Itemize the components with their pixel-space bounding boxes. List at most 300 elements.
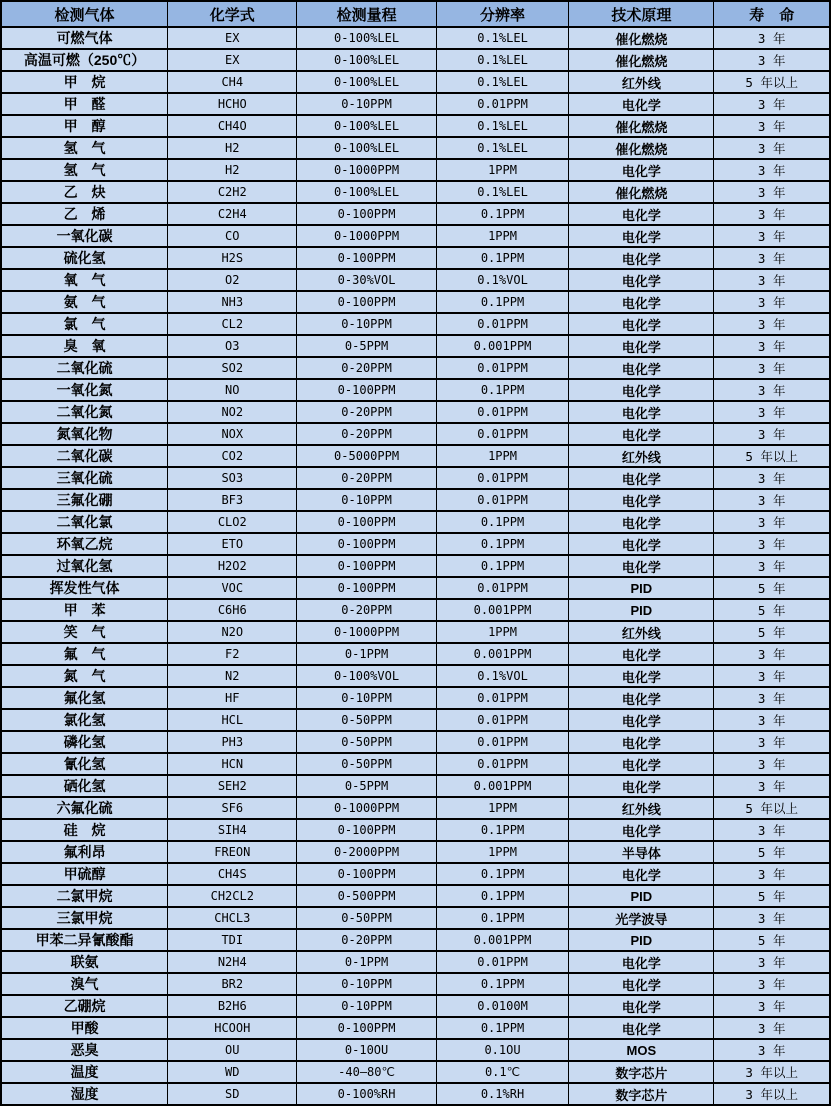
cell-principle: 电化学 [569,753,714,775]
cell-gas: 甲 烷 [1,71,168,93]
table-row [1,489,830,511]
cell-formula: N2 [168,665,297,687]
cell-formula: B2H6 [168,995,297,1017]
column-header-formula: 化学式 [168,1,297,27]
table-row [1,49,830,71]
cell-formula: SIH4 [168,819,297,841]
cell-resolution: 0.1%LEL [436,181,569,203]
cell-principle: 电化学 [569,819,714,841]
cell-gas: 乙硼烷 [1,995,168,1017]
cell-formula: FREON [168,841,297,863]
cell-resolution: 0.01PPM [436,489,569,511]
cell-gas: 氟 气 [1,643,168,665]
cell-formula: C2H4 [168,203,297,225]
cell-resolution: 0.01PPM [436,577,569,599]
cell-principle: 电化学 [569,731,714,753]
cell-range: 0-100%LEL [297,71,436,93]
cell-lifetime: 3 年 [714,115,830,137]
cell-range: 0-20PPM [297,929,436,951]
cell-formula: HCHO [168,93,297,115]
cell-principle: 电化学 [569,951,714,973]
cell-principle: 光学波导 [569,907,714,929]
cell-principle: 电化学 [569,687,714,709]
table-row [1,621,830,643]
cell-resolution: 0.1%LEL [436,137,569,159]
cell-resolution: 0.1PPM [436,379,569,401]
cell-lifetime: 3 年 [714,181,830,203]
table-body [1,27,830,1105]
cell-range: 0-100PPM [297,1017,436,1039]
cell-resolution: 0.1%RH [436,1083,569,1105]
cell-resolution: 0.1PPM [436,863,569,885]
cell-formula: O3 [168,335,297,357]
cell-gas: 硒化氢 [1,775,168,797]
table-row [1,533,830,555]
cell-formula: BF3 [168,489,297,511]
cell-range: 0-50PPM [297,731,436,753]
cell-resolution: 0.1%VOL [436,269,569,291]
cell-formula: PH3 [168,731,297,753]
cell-gas: 甲苯二异氰酸酯 [1,929,168,951]
cell-gas: 三氧化硫 [1,467,168,489]
table-row [1,643,830,665]
cell-range: 0-100%LEL [297,181,436,203]
table-row [1,687,830,709]
cell-formula: H2 [168,159,297,181]
cell-resolution: 0.1%VOL [436,665,569,687]
table-row [1,555,830,577]
cell-formula: H2S [168,247,297,269]
cell-formula: CLO2 [168,511,297,533]
cell-range: 0-50PPM [297,753,436,775]
table-row [1,731,830,753]
cell-formula: CH4S [168,863,297,885]
table-row [1,71,830,93]
cell-lifetime: 3 年 [714,533,830,555]
cell-principle: 电化学 [569,863,714,885]
cell-lifetime: 5 年以上 [714,445,830,467]
table-row [1,1061,830,1083]
cell-resolution: 0.1%LEL [436,71,569,93]
cell-range: -40—80℃ [297,1061,436,1083]
cell-principle: 数字芯片 [569,1083,714,1105]
cell-lifetime: 3 年 [714,137,830,159]
cell-principle: 电化学 [569,423,714,445]
cell-resolution: 1PPM [436,159,569,181]
cell-gas: 氮氧化物 [1,423,168,445]
cell-gas: 氰化氢 [1,753,168,775]
cell-formula: OU [168,1039,297,1061]
cell-gas: 二氧化硫 [1,357,168,379]
cell-range: 0-1000PPM [297,797,436,819]
cell-principle: 电化学 [569,247,714,269]
cell-range: 0-100PPM [297,863,436,885]
cell-gas: 臭 氧 [1,335,168,357]
cell-gas: 氯化氢 [1,709,168,731]
cell-gas: 二氧化碳 [1,445,168,467]
table-row [1,247,830,269]
cell-principle: 电化学 [569,159,714,181]
cell-formula: O2 [168,269,297,291]
cell-lifetime: 3 年 [714,819,830,841]
cell-range: 0-100PPM [297,577,436,599]
cell-resolution: 0.001PPM [436,929,569,951]
cell-resolution: 0.1OU [436,1039,569,1061]
cell-principle: 催化燃烧 [569,27,714,49]
table-row [1,379,830,401]
cell-gas: 恶臭 [1,1039,168,1061]
cell-resolution: 0.1PPM [436,247,569,269]
table-row [1,291,830,313]
cell-gas: 高温可燃（250℃） [1,49,168,71]
cell-gas: 一氧化碳 [1,225,168,247]
cell-resolution: 0.001PPM [436,599,569,621]
cell-principle: 电化学 [569,995,714,1017]
cell-formula: NOX [168,423,297,445]
cell-range: 0-100%LEL [297,137,436,159]
cell-gas: 氟利昂 [1,841,168,863]
cell-principle: 电化学 [569,335,714,357]
cell-range: 0-100PPM [297,533,436,555]
header-row [1,1,830,27]
cell-lifetime: 5 年 [714,599,830,621]
cell-gas: 氢 气 [1,137,168,159]
cell-formula: CHCL3 [168,907,297,929]
cell-principle: 红外线 [569,797,714,819]
table-row [1,753,830,775]
cell-lifetime: 3 年 [714,753,830,775]
table-row [1,907,830,929]
cell-resolution: 0.1PPM [436,533,569,555]
table-row [1,1017,830,1039]
cell-lifetime: 3 年 [714,291,830,313]
cell-range: 0-100%LEL [297,49,436,71]
cell-principle: 电化学 [569,511,714,533]
cell-range: 0-50PPM [297,709,436,731]
column-header-range: 检测量程 [297,1,436,27]
cell-range: 0-2000PPM [297,841,436,863]
table-row [1,269,830,291]
cell-gas: 甲 苯 [1,599,168,621]
cell-resolution: 0.001PPM [436,775,569,797]
cell-principle: 电化学 [569,555,714,577]
cell-lifetime: 3 年 [714,401,830,423]
cell-range: 0-100PPM [297,379,436,401]
cell-resolution: 0.1PPM [436,973,569,995]
cell-principle: 电化学 [569,313,714,335]
cell-lifetime: 3 年 [714,269,830,291]
cell-lifetime: 3 年 [714,467,830,489]
cell-formula: NO2 [168,401,297,423]
table-row [1,995,830,1017]
cell-lifetime: 3 年 [714,203,830,225]
cell-range: 0-100PPM [297,819,436,841]
cell-gas: 二氧化氮 [1,401,168,423]
cell-lifetime: 3 年 [714,379,830,401]
table-row [1,929,830,951]
cell-principle: 电化学 [569,533,714,555]
cell-resolution: 0.01PPM [436,753,569,775]
cell-resolution: 1PPM [436,621,569,643]
cell-lifetime: 3 年 [714,511,830,533]
cell-lifetime: 3 年 [714,357,830,379]
cell-formula: C6H6 [168,599,297,621]
cell-range: 0-1PPM [297,643,436,665]
cell-principle: 电化学 [569,1017,714,1039]
cell-principle: 电化学 [569,489,714,511]
cell-lifetime: 5 年以上 [714,71,830,93]
cell-formula: H2 [168,137,297,159]
cell-principle: PID [569,885,714,907]
cell-principle: 电化学 [569,775,714,797]
cell-resolution: 0.01PPM [436,687,569,709]
cell-lifetime: 3 年 [714,1017,830,1039]
table-row [1,775,830,797]
cell-resolution: 0.01PPM [436,467,569,489]
cell-gas: 氧 气 [1,269,168,291]
cell-lifetime: 3 年 [714,709,830,731]
cell-lifetime: 3 年 [714,247,830,269]
cell-formula: HF [168,687,297,709]
table-row [1,599,830,621]
cell-formula: CH2CL2 [168,885,297,907]
cell-lifetime: 3 年 [714,665,830,687]
table-row [1,27,830,49]
cell-lifetime: 3 年 [714,863,830,885]
cell-gas: 二氧化氯 [1,511,168,533]
cell-resolution: 0.1PPM [436,819,569,841]
cell-lifetime: 3 年 [714,775,830,797]
table-row [1,225,830,247]
cell-range: 0-20PPM [297,401,436,423]
cell-gas: 三氯甲烷 [1,907,168,929]
column-header-lifetime: 寿 命 [714,1,830,27]
cell-lifetime: 3 年 [714,93,830,115]
cell-formula: SF6 [168,797,297,819]
cell-formula: SO2 [168,357,297,379]
cell-range: 0-100%RH [297,1083,436,1105]
table-row [1,577,830,599]
cell-range: 0-100PPM [297,203,436,225]
cell-principle: 电化学 [569,357,714,379]
cell-formula: ETO [168,533,297,555]
table-row [1,709,830,731]
cell-resolution: 0.1%LEL [436,49,569,71]
cell-resolution: 0.01PPM [436,401,569,423]
cell-principle: 电化学 [569,379,714,401]
cell-formula: N2H4 [168,951,297,973]
cell-lifetime: 5 年 [714,929,830,951]
cell-principle: MOS [569,1039,714,1061]
cell-resolution: 0.1PPM [436,1017,569,1039]
cell-principle: PID [569,577,714,599]
cell-resolution: 0.01PPM [436,731,569,753]
cell-gas: 磷化氢 [1,731,168,753]
cell-formula: N2O [168,621,297,643]
cell-lifetime: 3 年 [714,49,830,71]
cell-gas: 氮 气 [1,665,168,687]
cell-range: 0-10PPM [297,687,436,709]
table-row [1,181,830,203]
table-row [1,1039,830,1061]
cell-resolution: 0.01PPM [436,313,569,335]
cell-formula: SEH2 [168,775,297,797]
cell-lifetime: 5 年 [714,621,830,643]
table-row [1,511,830,533]
cell-principle: 红外线 [569,621,714,643]
cell-formula: F2 [168,643,297,665]
cell-range: 0-100%VOL [297,665,436,687]
table-row [1,841,830,863]
column-header-gas: 检测气体 [1,1,168,27]
cell-formula: NH3 [168,291,297,313]
table-row [1,797,830,819]
cell-formula: NO [168,379,297,401]
cell-resolution: 1PPM [436,841,569,863]
cell-lifetime: 3 年 [714,907,830,929]
cell-principle: 电化学 [569,225,714,247]
cell-principle: 催化燃烧 [569,115,714,137]
cell-range: 0-100%LEL [297,115,436,137]
cell-gas: 氯 气 [1,313,168,335]
cell-gas: 一氧化氮 [1,379,168,401]
table-row [1,203,830,225]
cell-range: 0-5PPM [297,335,436,357]
table-row [1,115,830,137]
cell-resolution: 0.001PPM [436,643,569,665]
cell-formula: EX [168,49,297,71]
cell-resolution: 0.01PPM [436,423,569,445]
table-row [1,665,830,687]
cell-range: 0-100PPM [297,247,436,269]
table-row [1,1083,830,1105]
cell-gas: 联氨 [1,951,168,973]
cell-gas: 甲硫醇 [1,863,168,885]
cell-range: 0-10OU [297,1039,436,1061]
cell-range: 0-100PPM [297,291,436,313]
cell-gas: 湿度 [1,1083,168,1105]
cell-formula: C2H2 [168,181,297,203]
cell-resolution: 0.1%LEL [436,115,569,137]
cell-gas: 六氟化硫 [1,797,168,819]
cell-gas: 笑 气 [1,621,168,643]
cell-formula: TDI [168,929,297,951]
cell-principle: 电化学 [569,291,714,313]
cell-range: 0-10PPM [297,313,436,335]
cell-gas: 甲 醇 [1,115,168,137]
cell-lifetime: 3 年 [714,687,830,709]
cell-principle: PID [569,929,714,951]
column-header-principle: 技术原理 [569,1,714,27]
cell-gas: 氨 气 [1,291,168,313]
cell-principle: 半导体 [569,841,714,863]
cell-lifetime: 3 年 [714,335,830,357]
cell-formula: CH4 [168,71,297,93]
table-row [1,445,830,467]
cell-range: 0-20PPM [297,467,436,489]
cell-lifetime: 5 年 [714,577,830,599]
cell-resolution: 0.0100M [436,995,569,1017]
cell-formula: CO [168,225,297,247]
cell-principle: 电化学 [569,709,714,731]
cell-principle: PID [569,599,714,621]
cell-range: 0-1000PPM [297,621,436,643]
cell-gas: 挥发性气体 [1,577,168,599]
cell-range: 0-5PPM [297,775,436,797]
table-row [1,357,830,379]
table-row [1,93,830,115]
cell-range: 0-50PPM [297,907,436,929]
cell-lifetime: 3 年 [714,995,830,1017]
table-row [1,401,830,423]
table-row [1,313,830,335]
cell-lifetime: 5 年以上 [714,797,830,819]
cell-lifetime: 3 年 [714,643,830,665]
cell-resolution: 1PPM [436,797,569,819]
cell-gas: 二氯甲烷 [1,885,168,907]
cell-lifetime: 3 年 [714,313,830,335]
cell-formula: HCL [168,709,297,731]
cell-gas: 可燃气体 [1,27,168,49]
cell-principle: 电化学 [569,269,714,291]
cell-resolution: 0.1PPM [436,511,569,533]
cell-lifetime: 5 年 [714,841,830,863]
cell-formula: VOC [168,577,297,599]
cell-lifetime: 3 年 [714,159,830,181]
cell-lifetime: 3 年 [714,423,830,445]
cell-resolution: 0.1PPM [436,907,569,929]
cell-range: 0-100PPM [297,555,436,577]
cell-principle: 催化燃烧 [569,137,714,159]
cell-gas: 溴气 [1,973,168,995]
cell-range: 0-1PPM [297,951,436,973]
table-row [1,951,830,973]
cell-lifetime: 3 年 [714,973,830,995]
table-row [1,973,830,995]
table-row [1,335,830,357]
cell-range: 0-1000PPM [297,159,436,181]
cell-gas: 温度 [1,1061,168,1083]
cell-principle: 电化学 [569,643,714,665]
table-row [1,819,830,841]
cell-gas: 过氧化氢 [1,555,168,577]
cell-lifetime: 5 年 [714,885,830,907]
cell-lifetime: 3 年 [714,225,830,247]
cell-gas: 氢 气 [1,159,168,181]
cell-principle: 数字芯片 [569,1061,714,1083]
cell-principle: 电化学 [569,203,714,225]
cell-lifetime: 3 年 [714,555,830,577]
cell-principle: 电化学 [569,93,714,115]
cell-gas: 硫化氢 [1,247,168,269]
cell-formula: H2O2 [168,555,297,577]
cell-principle: 电化学 [569,401,714,423]
cell-gas: 乙 烯 [1,203,168,225]
cell-formula: HCN [168,753,297,775]
cell-formula: CL2 [168,313,297,335]
cell-lifetime: 3 年 [714,1039,830,1061]
cell-principle: 电化学 [569,665,714,687]
table-row [1,423,830,445]
cell-resolution: 0.1PPM [436,203,569,225]
cell-resolution: 0.1PPM [436,291,569,313]
table-row [1,159,830,181]
cell-principle: 催化燃烧 [569,181,714,203]
cell-resolution: 1PPM [436,445,569,467]
cell-range: 0-20PPM [297,599,436,621]
cell-lifetime: 3 年 [714,489,830,511]
cell-resolution: 0.01PPM [436,357,569,379]
